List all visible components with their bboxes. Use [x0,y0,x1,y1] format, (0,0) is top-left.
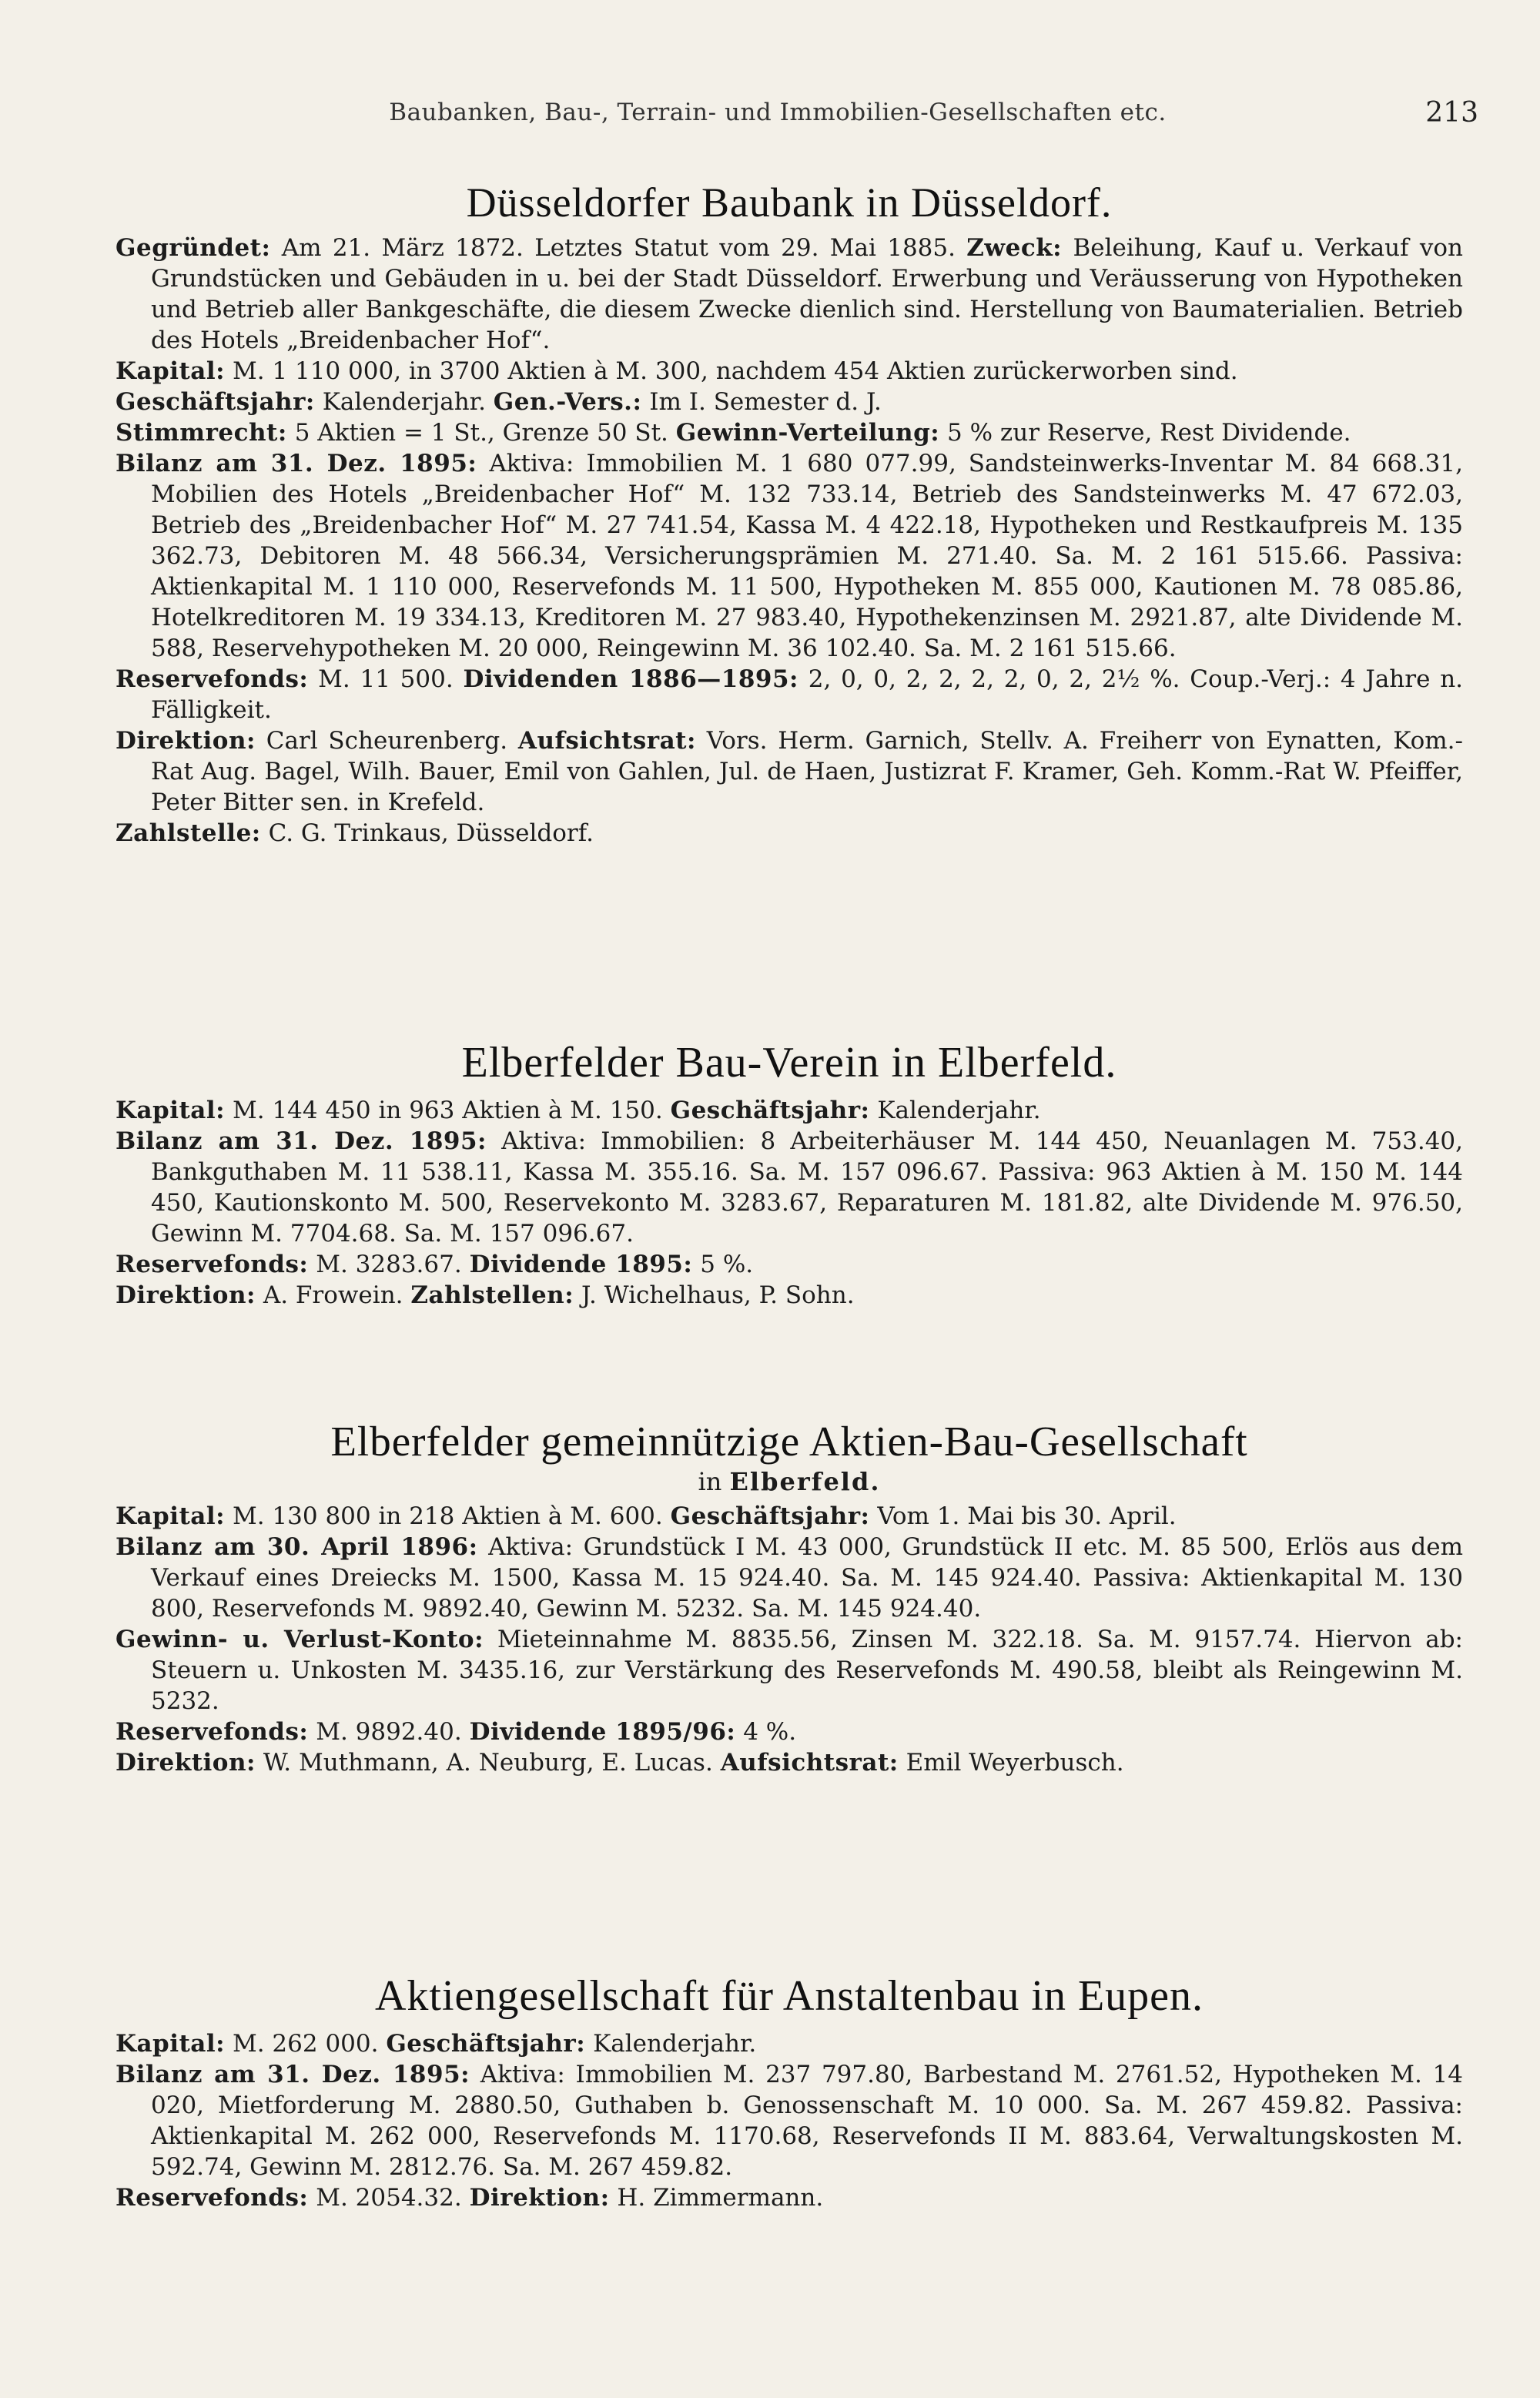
entry-label: Dividenden 1886—1895: [463,665,798,693]
entry-gegruendet [116,233,1463,356]
entry-label: Gegründet: [116,234,271,262]
entry-text: A. Frowein. [263,1281,403,1309]
section-duesseldorfer-baubank [116,179,1463,849]
entry-label: Gewinn- u. Verlust-Konto: [116,1626,484,1653]
entry-direktion [116,725,1463,818]
entry-text: Mieteinnahme M. 8835.56, Zinsen M. 322.18. Sa. M. 9157.74. Hiervon ab: Steuern u. Unkosten M. 3435.16, zur Verstärkung des Reservefonds M. 490.58, bleibt als Reingewinn M. 5232. [151,1626,1464,1715]
entry-label: Direktion: [469,2184,610,2212]
entry-text: Aktiva: Immobilien: 8 Arbeiterhäuser M. 144 450, Neuanlagen M. 753.40, Bankguthaben M. 11 538.11, Kassa M. 355.16. Sa. M. 157 096.67. Passiva: 963 Aktien à M. 150 M. 144 450, Kautionskonto M. 500, Reservekonto M. 3283.67, Reparaturen M. 181.82, alte Dividende M. 976.50, Gewinn M. 7704.68. Sa. M. 157 096.67. [151,1127,1463,1248]
entry-text: Vors. Herm. Garnich, Stellv. A. Freiherr von Eynatten, Kom.-Rat Aug. Bagel, Wilh. Bauer, Emil von Gahlen, Jul. de Haen, Justizrat F. Kramer, Geh. Komm.-Rat W. Pfeiffer, Peter Bitter sen. in Krefeld. [151,727,1463,816]
entry-text: W. Muthmann, A. Neuburg, E. Lucas. [263,1749,713,1777]
section-title: Düsseldorfer Baubank in Düsseldorf. [466,179,1113,226]
section-title: Aktiengesellschaft für Anstaltenbau in Eupen. [374,1972,1204,2020]
entry-stimmrecht [116,417,1463,448]
section-elberfelder-gemeinnuetzige [116,1417,1463,1778]
page-number: 213 [1425,97,1478,129]
entry-label: Kapital: [116,2030,226,2058]
entry-label: Zahlstelle: [116,819,261,847]
entry-text: Aktiva: Immobilien M. 237 797.80, Barbestand M. 2761.52, Hypotheken M. 14 020, Mietforderung M. 2880.50, Guthaben b. Genossenschaft M. 10 000. Sa. M. 267 459.82. Passiva: Aktienkapital M. 262 000, Reservefonds M. 1170.68, Reservefonds II M. 883.64, Verwaltungskosten M. 592.74, Gewinn M. 2812.76. Sa. M. 267 459.82. [151,2061,1463,2181]
entry-kapital [116,2028,1463,2059]
entry-text: M. 2054.32. [316,2184,462,2212]
entry-kapital [116,356,1463,387]
entry-label: Dividende 1895/96: [469,1718,736,1746]
entry-label: Bilanz am 31. Dez. 1895: [116,2061,470,2088]
entry-label: Geschäftsjahr: [670,1502,870,1530]
entry-gewinn-verlust [116,1624,1463,1716]
entry-label: Geschäftsjahr: [670,1097,870,1124]
entry-label: Zahlstellen: [410,1281,574,1309]
entry-label: Bilanz am 31. Dez. 1895: [116,450,477,477]
entry-label: Aufsichtsrat: [720,1749,899,1777]
subtitle-prefix: in [698,1467,722,1496]
running-head: Baubanken, Bau-, Terrain- und Immobilien-Gesellschaften etc. [389,99,1167,126]
entry-bilanz [116,1532,1463,1624]
subtitle-place: Elberfeld. [729,1467,881,1496]
entry-text: 5 Aktien = 1 St., Grenze 50 St. [294,419,668,447]
entry-reservefonds [116,2182,1463,2213]
entry-label: Kapital: [116,1097,226,1124]
entry-text: 5 % zur Reserve, Rest Dividende. [947,419,1351,447]
entry-label: Gewinn-Verteilung: [675,419,940,447]
entry-label: Zweck: [966,234,1063,262]
entry-text: H. Zimmermann. [617,2184,824,2212]
entry-text: Kalenderjahr. [877,1097,1041,1124]
entry-label: Bilanz am 31. Dez. 1895: [116,1127,487,1155]
entry-bilanz [116,2059,1463,2182]
entry-label: Direktion: [116,727,256,755]
entry-label: Geschäftsjahr: [116,388,315,416]
entry-zahlstelle [116,818,1463,849]
entry-text: M. 1 110 000, in 3700 Aktien à M. 300, nachdem 454 Aktien zurückerworben sind. [232,357,1238,385]
entry-label: Reservefonds: [116,1251,309,1278]
entry-reservefonds [116,1716,1463,1747]
entry-reservefonds [116,664,1463,725]
entry-text: Im I. Semester d. J. [649,388,882,416]
entry-text: Carl Scheurenberg. [266,727,508,755]
section-title: Elberfelder gemeinnützige Aktien-Bau-Gesellschaft [330,1418,1248,1465]
entry-label: Aufsichtsrat: [517,727,696,755]
entry-bilanz [116,448,1463,664]
entry-label: Geschäftsjahr: [386,2030,586,2058]
entry-text: Beleihung, Kauf u. Verkauf von Grundstücken und Gebäuden in u. bei der Stadt Düsseldorf. Erwerbung und Veräusserung von Hypotheken und Betrieb aller Bankgeschäfte, die diesem Zwecke dienlich sind. Herstellung von Baumaterialien. Betrieb des Hotels „Breidenbacher Hof“. [151,234,1464,354]
entry-text: Aktiva: Immobilien M. 1 680 077.99, Sandsteinwerks-Inventar M. 84 668.31, Mobilien des Hotels „Breidenbacher Hof“ M. 132 733.14, Betrieb des Sandsteinwerks M. 47 672.03, Betrieb des „Breidenbacher Hof“ M. 27 741.54, Kassa M. 4 422.18, Hypotheken und Restkaufpreis M. 135 362.73, Debitoren M. 48 566.34, Versicherungsprämien M. 271.40. Sa. M. 2 161 515.66. Passiva: Aktienkapital M. 1 110 000, Reservefonds M. 11 500, Hypotheken M. 855 000, Kautionen M. 78 085.86, Hotelkreditoren M. 19 334.13, Kreditoren M. 27 983.40, Hypothekenzinsen M. 2921.87, alte Dividende M. 588, Reservehypotheken M. 20 000, Reingewinn M. 36 102.40. Sa. M. 2 161 515.66. [151,450,1463,662]
entry-geschaeftsjahr [116,387,1463,417]
entry-label: Direktion: [116,1749,256,1777]
entry-label: Bilanz am 30. April 1896: [116,1533,478,1561]
entry-text: M. 144 450 in 963 Aktien à M. 150. [232,1097,663,1124]
entry-text: M. 262 000. [232,2030,379,2058]
entry-bilanz [116,1126,1463,1249]
entry-reservefonds [116,1249,1463,1280]
entry-label: Kapital: [116,357,226,385]
entry-text: 4 %. [743,1718,797,1746]
entry-kapital [116,1095,1463,1126]
entry-text: Emil Weyerbusch. [906,1749,1124,1777]
entry-text: J. Wichelhaus, P. Sohn. [581,1281,855,1309]
entry-direktion [116,1280,1463,1311]
entry-label: Direktion: [116,1281,256,1309]
entry-label: Gen.-Vers.: [493,388,642,416]
entry-kapital [116,1501,1463,1532]
entry-text: Vom 1. Mai bis 30. April. [877,1502,1177,1530]
entry-text: M. 11 500. [318,665,454,693]
entry-direktion [116,1747,1463,1778]
section-subtitle [116,1467,1463,1496]
section-title: Elberfelder Bau-Verein in Elberfeld. [461,1039,1117,1087]
entry-text: Am 21. März 1872. Letztes Statut vom 29. Mai 1885. [281,234,956,262]
entry-label: Stimmrecht: [116,419,287,447]
entry-text: C. G. Trinkaus, Düsseldorf. [268,819,594,847]
entry-text: 2, 0, 0, 2, 2, 2, 2, 0, 2, 2½ %. Coup.-Verj.: 4 Jahre n. Fälligkeit. [151,665,1464,724]
entry-label: Reservefonds: [116,1718,309,1746]
section-anstaltenbau-eupen [116,1971,1463,2213]
entry-text: Aktiva: Grundstück I M. 43 000, Grundstück II etc. M. 85 500, Erlös aus dem Verkauf eines Dreiecks M. 1500, Kassa M. 15 924.40. Sa. M. 145 924.40. Passiva: Aktienkapital M. 130 800, Reservefonds M. 9892.40, Gewinn M. 5232. Sa. M. 145 924.40. [151,1533,1464,1623]
entry-text: 5 %. [700,1251,754,1278]
entry-label: Dividende 1895: [469,1251,693,1278]
entry-label: Reservefonds: [116,2184,309,2212]
entry-label: Kapital: [116,1502,226,1530]
entry-text: M. 9892.40. [316,1718,462,1746]
section-elberfelder-bau-verein [116,1038,1463,1311]
entry-text: Kalenderjahr. [593,2030,757,2058]
entry-text: M. 130 800 in 218 Aktien à M. 600. [232,1502,663,1530]
entry-text: M. 3283.67. [316,1251,462,1278]
entry-text: Kalenderjahr. [322,388,486,416]
entry-label: Reservefonds: [116,665,309,693]
